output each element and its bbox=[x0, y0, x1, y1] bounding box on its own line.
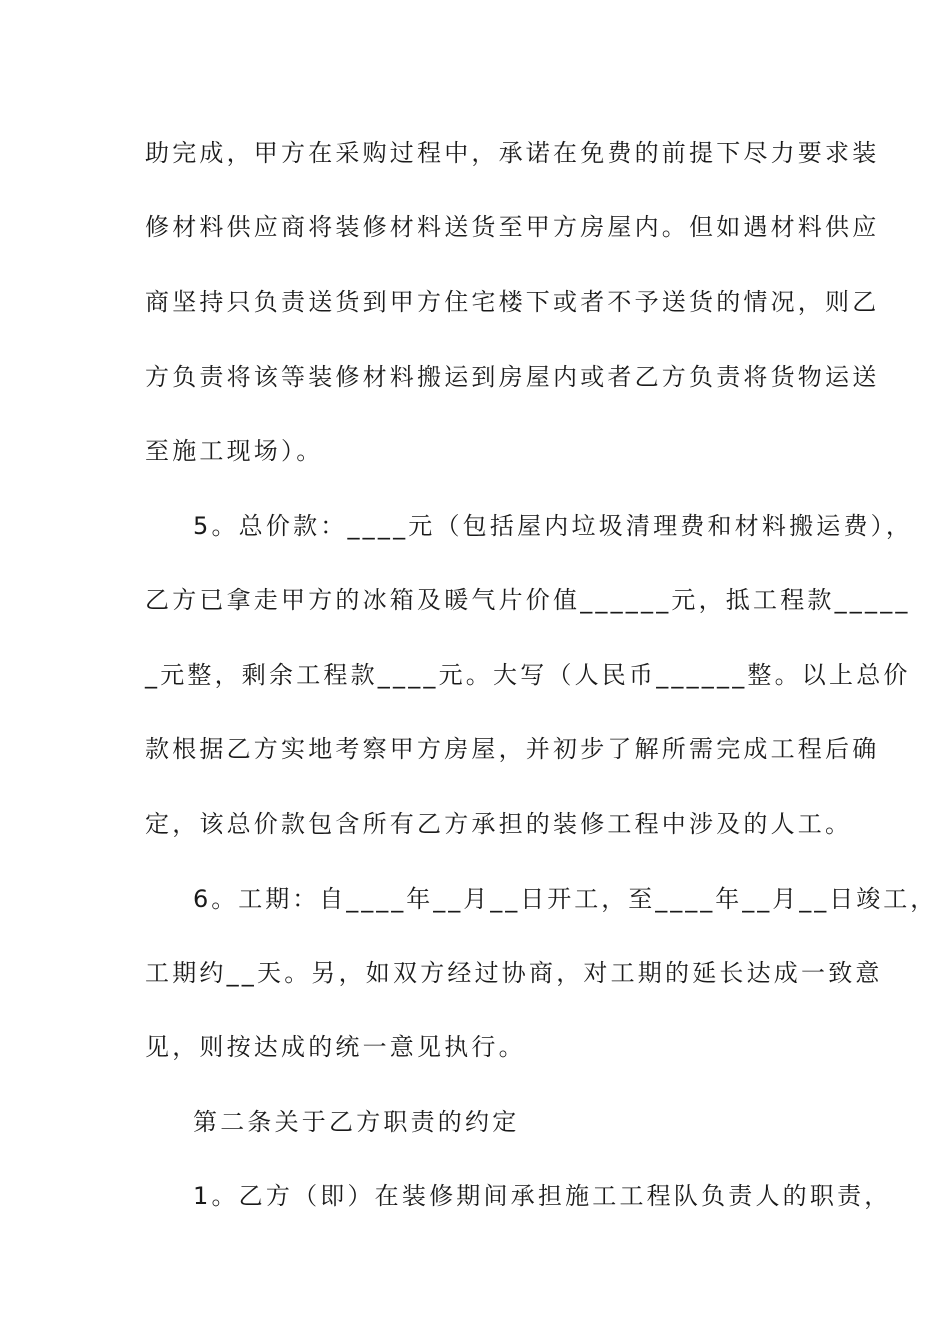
section-heading: 第二条关于乙方职责的约定 bbox=[193, 1108, 520, 1136]
paragraph-line: 助完成，甲方在采购过程中，承诺在免费的前提下尽力要求装 bbox=[145, 139, 880, 167]
schedule-clause: 6。工期：自____年__月__日开工，至____年__月__日竣工， bbox=[193, 885, 938, 913]
paragraph-line: 修材料供应商将装修材料送货至甲方房屋内。但如遇材料供应 bbox=[145, 213, 880, 241]
total-price-clause: 5。总价款：____元（包括屋内垃圾清理费和材料搬运费）， bbox=[193, 512, 914, 540]
paragraph-line: 乙方已拿走甲方的冰箱及暖气片价值______元，抵工程款_____ bbox=[145, 586, 911, 614]
paragraph-line: 工期约__天。另，如双方经过协商，对工期的延长达成一致意 bbox=[145, 959, 883, 987]
paragraph-line: 定，该总价款包含所有乙方承担的装修工程中涉及的人工。 bbox=[145, 810, 853, 838]
paragraph-line: 商坚持只负责送货到甲方住宅楼下或者不予送货的情况，则乙 bbox=[145, 288, 880, 316]
paragraph-line: 方负责将该等装修材料搬运到房屋内或者乙方负责将货物运送 bbox=[145, 363, 880, 391]
paragraph-line: 见，则按达成的统一意见执行。 bbox=[145, 1033, 526, 1061]
duty-clause: 1。乙方（即）在装修期间承担施工工程队负责人的职责， bbox=[193, 1182, 892, 1210]
paragraph-line: 至施工现场）。 bbox=[145, 437, 324, 465]
paragraph-line: 款根据乙方实地考察甲方房屋，并初步了解所需完成工程后确 bbox=[145, 735, 880, 763]
paragraph-line: _元整，剩余工程款____元。大写（人民币______整。以上总价 bbox=[145, 661, 911, 689]
